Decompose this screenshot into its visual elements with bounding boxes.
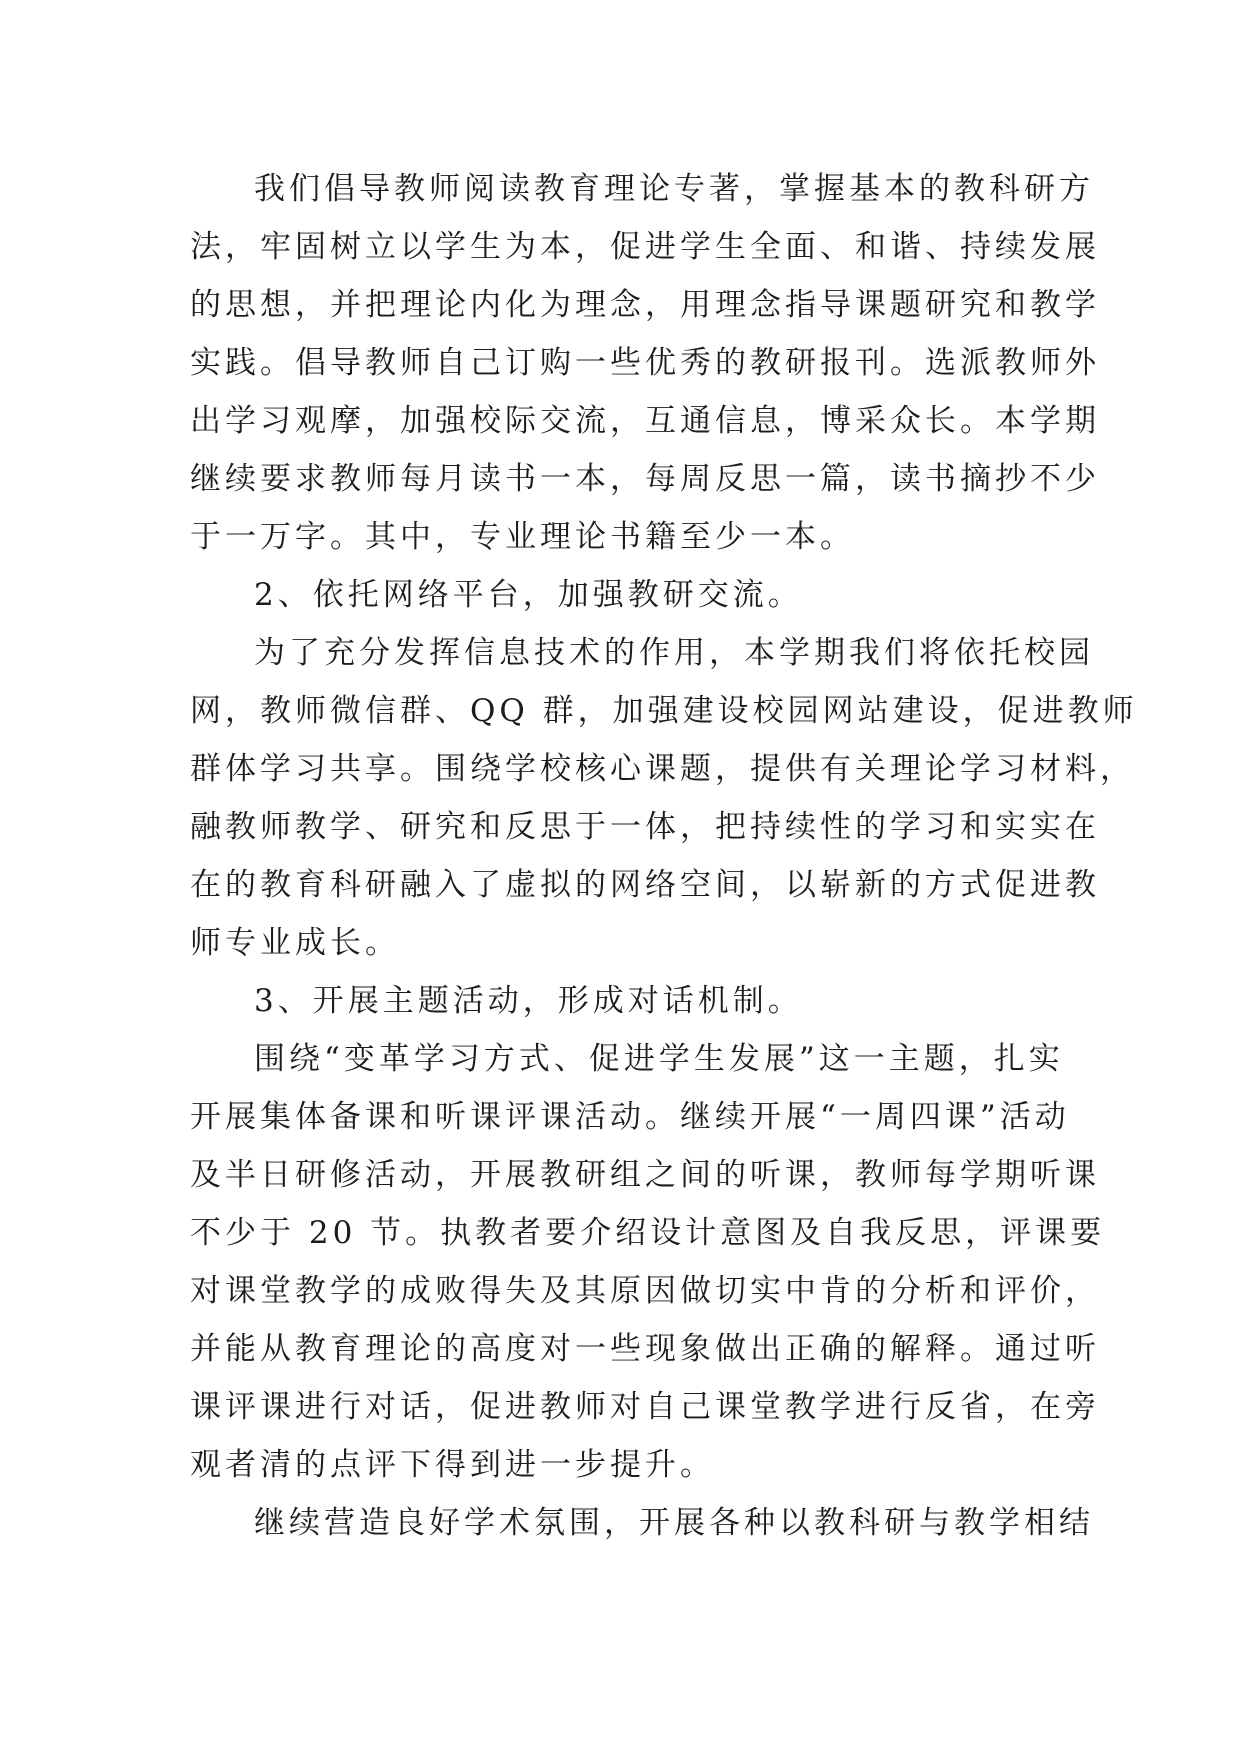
text-line: 在的教育科研融入了虚拟的网络空间，以崭新的方式促进教 [190, 867, 1100, 903]
text-line: 实践。倡导教师自己订购一些优秀的教研报刊。选派教师外 [190, 345, 1100, 381]
text-line: 为了充分发挥信息技术的作用，本学期我们将依托校园 [254, 635, 1094, 671]
text-line: 网，教师微信群、QQ 群，加强建设校园网站建设，促进教师 [190, 693, 1138, 729]
text-line: 出学习观摩，加强校际交流，互通信息，博采众长。本学期 [190, 403, 1100, 439]
text-line: 围绕“变革学习方式、促进学生发展”这一主题，扎实 [254, 1041, 1064, 1077]
text-line: 继续营造良好学术氛围，开展各种以教科研与教学相结 [254, 1505, 1094, 1541]
document-body [190, 160, 1138, 1552]
section-heading: 2、依托网络平台，加强教研交流。 [254, 577, 803, 613]
text-line: 法，牢固树立以学生为本，促进学生全面、和谐、持续发展 [190, 229, 1100, 265]
text-line: 不少于 20 节。执教者要介绍设计意图及自我反思，评课要 [190, 1215, 1106, 1251]
text-line: 对课堂教学的成败得失及其原因做切实中肯的分析和评价， [190, 1273, 1100, 1309]
text-line: 观者清的点评下得到进一步提升。 [190, 1447, 715, 1483]
text-line: 继续要求教师每月读书一本，每周反思一篇，读书摘抄不少 [190, 461, 1100, 497]
text-line: 并能从教育理论的高度对一些现象做出正确的解释。通过听 [190, 1331, 1100, 1367]
text-line: 及半日研修活动，开展教研组之间的听课，教师每学期听课 [190, 1157, 1100, 1193]
text-line: 我们倡导教师阅读教育理论专著，掌握基本的教科研方 [254, 171, 1094, 207]
text-line: 师专业成长。 [190, 925, 400, 961]
section-heading: 3、开展主题活动，形成对话机制。 [254, 983, 803, 1019]
text-line: 于一万字。其中，专业理论书籍至少一本。 [190, 519, 855, 555]
text-line: 融教师教学、研究和反思于一体，把持续性的学习和实实在 [190, 809, 1100, 845]
text-line: 课评课进行对话，促进教师对自己课堂教学进行反省，在旁 [190, 1389, 1100, 1425]
text-line: 群体学习共享。围绕学校核心课题，提供有关理论学习材料， [190, 751, 1135, 787]
text-line: 的思想，并把理论内化为理念，用理念指导课题研究和教学 [190, 287, 1100, 323]
text-line: 开展集体备课和听课评课活动。继续开展“一周四课”活动 [190, 1099, 1070, 1135]
